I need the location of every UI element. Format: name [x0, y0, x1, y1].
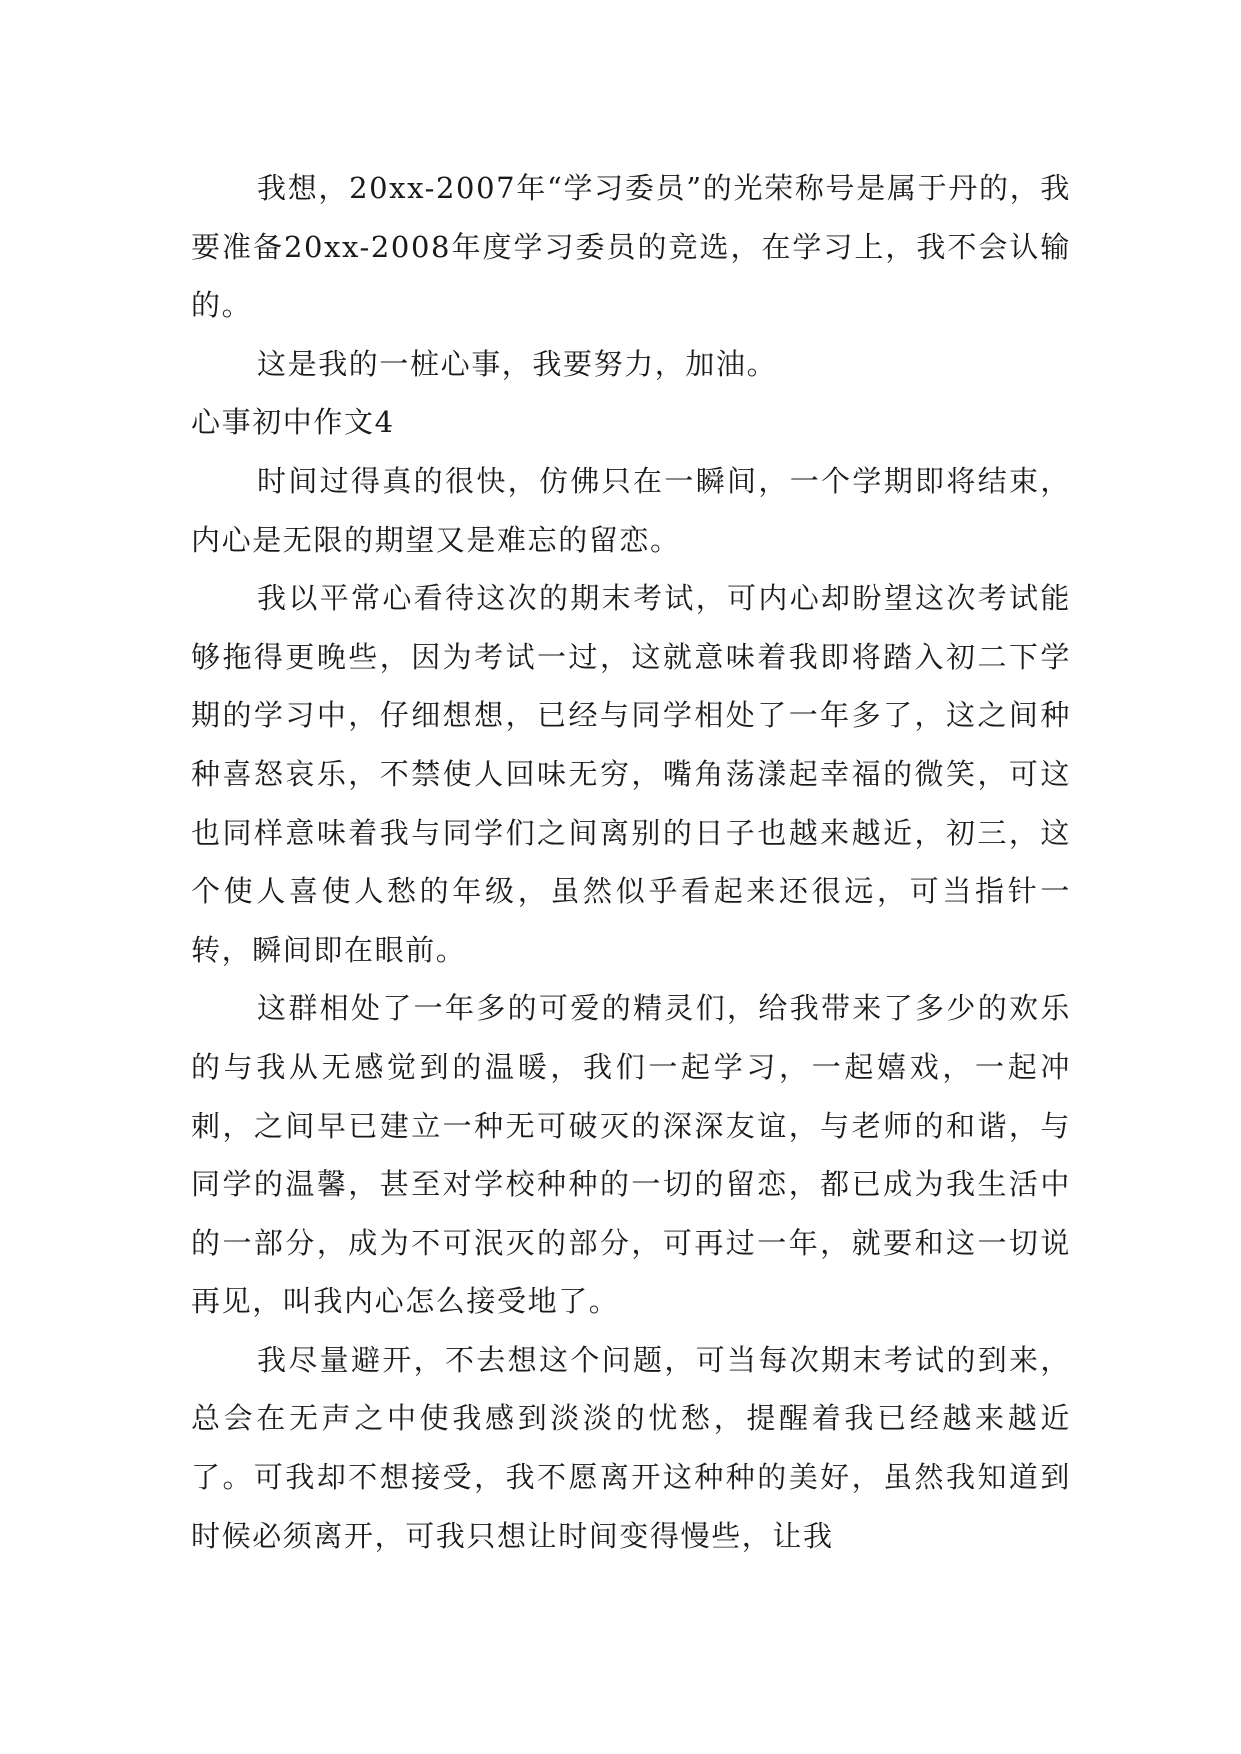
paragraph: 这群相处了一年多的可爱的精灵们，给我带来了多少的欢乐的与我从无感觉到的温暖，我们一起学习，一起嬉戏，一起冲刺，之间早已建立一种无可破灭的深深友谊，与老师的和谐，与同学的温馨，甚至对学校种种的一切的留恋，都已成为我生活中的一部分，成为不可泯灭的部分，可再过一年，就要和这一切说再见，叫我内心怎么接受地了。	[191, 991, 1071, 1319]
paragraph: 我尽量避开，不去想这个问题，可当每次期末考试的到来，总会在无声之中使我感到淡淡的忧愁，提醒着我已经越来越近了。可我却不想接受，我不愿离开这种种的美好，虽然我知道到时候必须离开，可我只想让时间变得慢些，让我	[191, 1342, 1071, 1553]
section-heading: 心事初中作文4	[191, 405, 395, 440]
paragraph: 我想，20xx-2007年“学习委员”的光荣称号是属于丹的，我要准备20xx-2008年度学习委员的竞选，在学习上，我不会认输的。	[191, 171, 1071, 323]
paragraph: 这是我的一桩心事，我要努力，加油。	[257, 346, 778, 381]
document-body	[191, 159, 1071, 1565]
paragraph: 我以平常心看待这次的期末考试，可内心却盼望这次考试能够拖得更晚些，因为考试一过，这就意味着我即将踏入初二下学期的学习中，仔细想想，已经与同学相处了一年多了，这之间种种喜怒哀乐，不禁使人回味无穷，嘴角荡漾起幸福的微笑，可这也同样意味着我与同学们之间离别的日子也越来越近，初三，这个使人喜使人愁的年级，虽然似乎看起来还很远，可当指针一转，瞬间即在眼前。	[191, 581, 1071, 967]
paragraph: 时间过得真的很快，仿佛只在一瞬间，一个学期即将结束，内心是无限的期望又是难忘的留恋。	[191, 463, 1071, 557]
